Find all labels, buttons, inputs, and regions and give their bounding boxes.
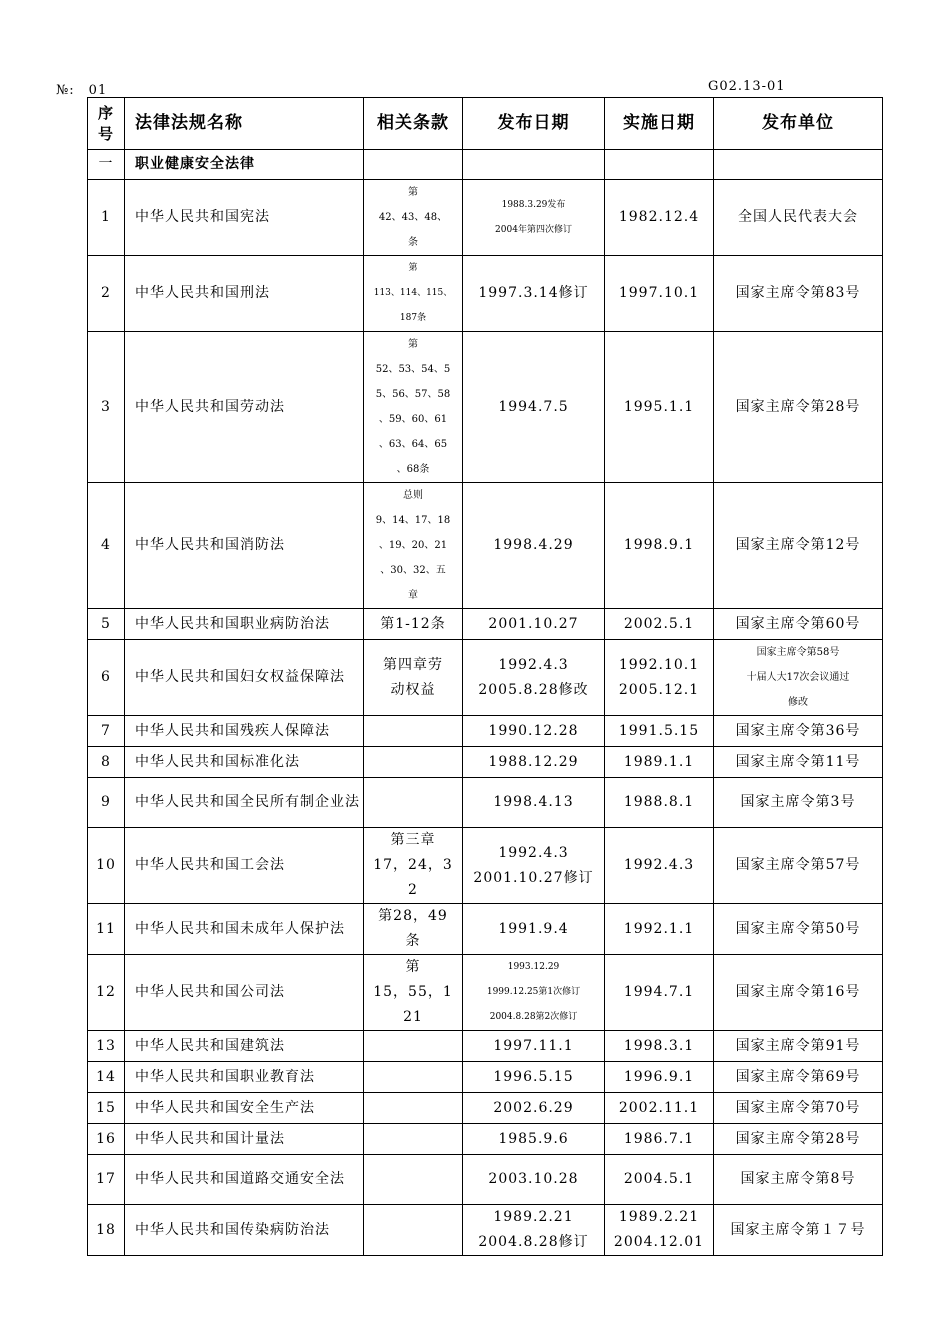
row-seq: 2	[88, 256, 125, 332]
col-header-name: 法律法规名称	[125, 98, 364, 150]
row-law-name: 中华人民共和国劳动法	[125, 332, 364, 483]
row-issuer: 国家主席令第28号	[714, 1124, 883, 1155]
table-row	[88, 1093, 883, 1124]
row-publish-date: 1996.5.15	[463, 1062, 605, 1093]
row-effective-date: 2002.5.1	[605, 609, 714, 640]
table-row	[88, 256, 883, 332]
row-clauses	[364, 1155, 463, 1205]
category-row	[88, 150, 883, 180]
table-row	[88, 640, 883, 716]
row-law-name: 中华人民共和国公司法	[125, 955, 364, 1031]
col-header-publish-date: 发布日期	[463, 98, 605, 150]
table-row	[88, 778, 883, 828]
row-seq: 10	[88, 828, 125, 904]
row-clauses	[364, 1205, 463, 1256]
row-issuer: 国家主席令第16号	[714, 955, 883, 1031]
row-effective-date: 1989.2.21 2004.12.01	[605, 1205, 714, 1256]
row-law-name: 中华人民共和国传染病防治法	[125, 1205, 364, 1256]
row-seq: 5	[88, 609, 125, 640]
row-effective-date: 1991.5.15	[605, 716, 714, 747]
table-row	[88, 1062, 883, 1093]
row-clauses: 第 15，55，1 21	[364, 955, 463, 1031]
row-issuer: 国家主席令第１７号	[714, 1205, 883, 1256]
row-seq: 7	[88, 716, 125, 747]
row-issuer: 国家主席令第36号	[714, 716, 883, 747]
table-row	[88, 332, 883, 483]
row-seq: 17	[88, 1155, 125, 1205]
row-publish-date: 1998.4.13	[463, 778, 605, 828]
row-publish-date: 1994.7.5	[463, 332, 605, 483]
row-effective-date: 1992.4.3	[605, 828, 714, 904]
row-clauses	[364, 1031, 463, 1062]
row-seq: 16	[88, 1124, 125, 1155]
row-effective-date: 2004.5.1	[605, 1155, 714, 1205]
col-header-effective-date: 实施日期	[605, 98, 714, 150]
row-clauses: 第 113、114、115、 187条	[364, 256, 463, 332]
row-law-name: 中华人民共和国消防法	[125, 483, 364, 609]
row-effective-date: 1994.7.1	[605, 955, 714, 1031]
row-law-name: 中华人民共和国刑法	[125, 256, 364, 332]
table-row	[88, 828, 883, 904]
row-issuer: 全国人民代表大会	[714, 180, 883, 256]
row-publish-date: 1992.4.3 2005.8.28修改	[463, 640, 605, 716]
row-law-name: 中华人民共和国道路交通安全法	[125, 1155, 364, 1205]
row-publish-date: 1990.12.28	[463, 716, 605, 747]
row-clauses: 第四章劳 动权益	[364, 640, 463, 716]
row-issuer: 国家主席令第70号	[714, 1093, 883, 1124]
row-issuer: 国家主席令第91号	[714, 1031, 883, 1062]
row-clauses	[364, 1124, 463, 1155]
category-seq: 一	[88, 150, 125, 180]
row-seq: 13	[88, 1031, 125, 1062]
row-effective-date: 1996.9.1	[605, 1062, 714, 1093]
row-publish-date: 1998.4.29	[463, 483, 605, 609]
row-clauses: 总则 9、14、17、18 、19、20、21 、30、32、五 章	[364, 483, 463, 609]
row-publish-date: 1988.3.29发布 2004年第四次修订	[463, 180, 605, 256]
form-code: G02.13-01	[708, 79, 786, 94]
row-law-name: 中华人民共和国职业病防治法	[125, 609, 364, 640]
row-clauses	[364, 716, 463, 747]
row-publish-date: 1985.9.6	[463, 1124, 605, 1155]
row-seq: 4	[88, 483, 125, 609]
row-seq: 11	[88, 904, 125, 955]
row-law-name: 中华人民共和国残疾人保障法	[125, 716, 364, 747]
row-issuer: 国家主席令第60号	[714, 609, 883, 640]
row-issuer: 国家主席令第3号	[714, 778, 883, 828]
row-clauses	[364, 747, 463, 778]
table-row	[88, 747, 883, 778]
table-row	[88, 716, 883, 747]
row-law-name: 中华人民共和国妇女权益保障法	[125, 640, 364, 716]
row-effective-date: 1998.9.1	[605, 483, 714, 609]
table-row	[88, 1155, 883, 1205]
row-law-name: 中华人民共和国安全生产法	[125, 1093, 364, 1124]
row-publish-date: 1993.12.29 1999.12.25第1次修订 2004.8.28第2次修订	[463, 955, 605, 1031]
row-law-name: 中华人民共和国工会法	[125, 828, 364, 904]
col-header-issuer: 发布单位	[714, 98, 883, 150]
table-row	[88, 1205, 883, 1256]
row-law-name: 中华人民共和国宪法	[125, 180, 364, 256]
row-clauses	[364, 1093, 463, 1124]
table-row	[88, 1031, 883, 1062]
row-seq: 9	[88, 778, 125, 828]
row-publish-date: 1991.9.4	[463, 904, 605, 955]
row-effective-date: 1989.1.1	[605, 747, 714, 778]
row-seq: 6	[88, 640, 125, 716]
row-effective-date: 2002.11.1	[605, 1093, 714, 1124]
document-number: №: 01	[56, 83, 108, 98]
row-effective-date: 1997.10.1	[605, 256, 714, 332]
row-law-name: 中华人民共和国职业教育法	[125, 1062, 364, 1093]
row-clauses: 第 42、43、48、 条	[364, 180, 463, 256]
row-publish-date: 2003.10.28	[463, 1155, 605, 1205]
row-seq: 3	[88, 332, 125, 483]
row-clauses: 第1-12条	[364, 609, 463, 640]
regulations-table	[87, 97, 883, 1256]
row-law-name: 中华人民共和国标准化法	[125, 747, 364, 778]
category-name: 职业健康安全法律	[125, 150, 364, 180]
row-issuer: 国家主席令第11号	[714, 747, 883, 778]
row-publish-date: 1992.4.3 2001.10.27修订	[463, 828, 605, 904]
row-effective-date: 1992.1.1	[605, 904, 714, 955]
row-seq: 15	[88, 1093, 125, 1124]
row-effective-date: 1998.3.1	[605, 1031, 714, 1062]
row-issuer: 国家主席令第58号 十届人大17次会议通过 修改	[714, 640, 883, 716]
row-effective-date: 1986.7.1	[605, 1124, 714, 1155]
row-issuer: 国家主席令第50号	[714, 904, 883, 955]
row-effective-date: 1982.12.4	[605, 180, 714, 256]
row-seq: 18	[88, 1205, 125, 1256]
row-law-name: 中华人民共和国建筑法	[125, 1031, 364, 1062]
row-publish-date: 1988.12.29	[463, 747, 605, 778]
header-row	[88, 98, 883, 150]
row-issuer: 国家主席令第57号	[714, 828, 883, 904]
row-clauses	[364, 1062, 463, 1093]
table-row	[88, 955, 883, 1031]
table-row	[88, 904, 883, 955]
row-seq: 14	[88, 1062, 125, 1093]
row-issuer: 国家主席令第83号	[714, 256, 883, 332]
row-publish-date: 1997.3.14修订	[463, 256, 605, 332]
row-issuer: 国家主席令第12号	[714, 483, 883, 609]
table-row	[88, 483, 883, 609]
row-effective-date: 1988.8.1	[605, 778, 714, 828]
row-publish-date: 1997.11.1	[463, 1031, 605, 1062]
col-header-clauses: 相关条款	[364, 98, 463, 150]
row-clauses	[364, 778, 463, 828]
row-publish-date: 2001.10.27	[463, 609, 605, 640]
row-publish-date: 2002.6.29	[463, 1093, 605, 1124]
row-issuer: 国家主席令第69号	[714, 1062, 883, 1093]
table-row	[88, 1124, 883, 1155]
row-seq: 1	[88, 180, 125, 256]
row-issuer: 国家主席令第28号	[714, 332, 883, 483]
row-law-name: 中华人民共和国未成年人保护法	[125, 904, 364, 955]
table-row	[88, 609, 883, 640]
row-clauses: 第三章 17，24，3 2	[364, 828, 463, 904]
row-law-name: 中华人民共和国全民所有制企业法	[125, 778, 364, 828]
row-effective-date: 1995.1.1	[605, 332, 714, 483]
row-law-name: 中华人民共和国计量法	[125, 1124, 364, 1155]
row-seq: 12	[88, 955, 125, 1031]
table-row	[88, 180, 883, 256]
row-clauses: 第 52、53、54、5 5、56、57、58 、59、60、61 、63、64、65 、68条	[364, 332, 463, 483]
row-effective-date: 1992.10.1 2005.12.1	[605, 640, 714, 716]
row-clauses: 第28，49 条	[364, 904, 463, 955]
row-seq: 8	[88, 747, 125, 778]
col-header-seq: 序 号	[88, 98, 125, 150]
row-publish-date: 1989.2.21 2004.8.28修订	[463, 1205, 605, 1256]
row-issuer: 国家主席令第8号	[714, 1155, 883, 1205]
